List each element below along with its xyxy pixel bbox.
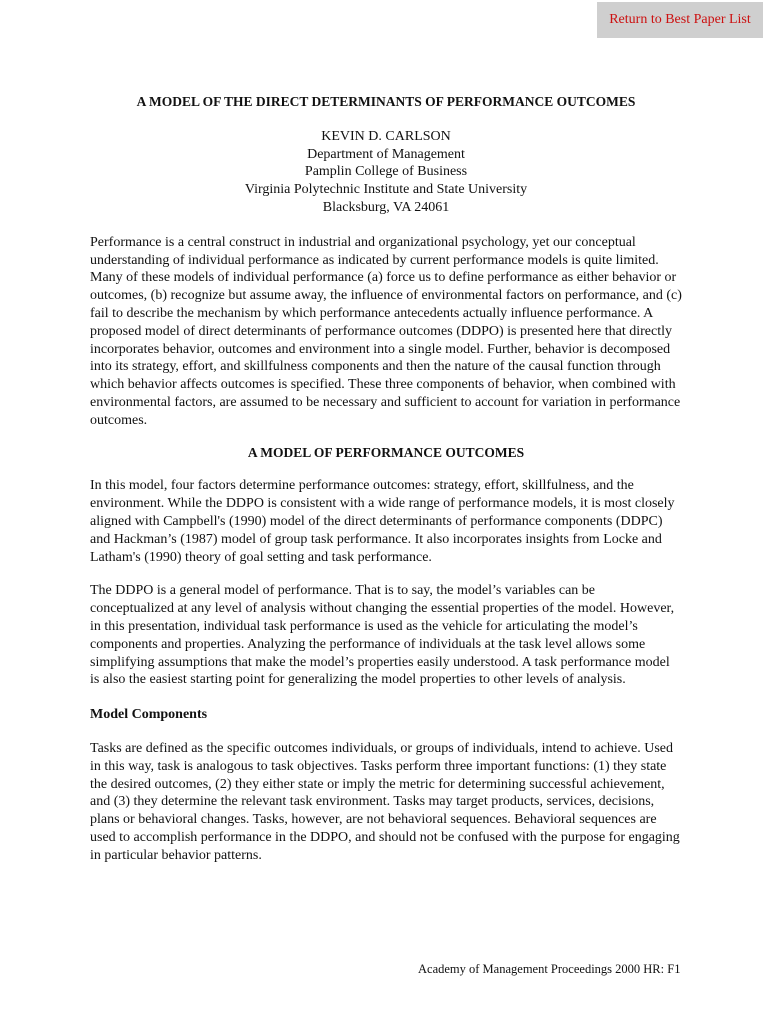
affiliation-location: Blacksburg, VA 24061	[322, 199, 450, 215]
subsection-heading: Model Components	[90, 707, 208, 723]
section-heading: A MODEL OF PERFORMANCE OUTCOMES	[247, 444, 525, 460]
abstract-paragraph: Performance is a central construct in industrial and organizational psychology, yet our conceptual understanding of individual performance as indicated by current performance models is quite limited. Many of these models of individual performance (a) force us to define performance as either behavior or outcomes, (b) recognize but assume away, the influence of environmental factors on performance, and (c) fail to describe the mechanism by which performance antecedents actually influence performance. A proposed model of direct determinants of performance outcomes (DDPO) is presented here that directly incorporates behavior, outcomes and environment into a single model. Further, behavior is decomposed into its strategy, effort, and skillfulness components and then the nature of the causal function through which behavior affects outcomes is specified. These three components of behavior, when combined with environmental factors, are assumed to be necessary and sufficient to account for variation in performance outcomes.	[90, 234, 682, 428]
affiliation-college: Pamplin College of Business	[304, 164, 468, 180]
return-to-best-paper-list-button[interactable]: Return to Best Paper List	[597, 2, 763, 38]
page-footer: Academy of Management Proceedings 2000 HR: F1	[418, 962, 681, 976]
body-paragraph: In this model, four factors determine performance outcomes: strategy, effort, skillfulness, and the environment. While the DDPO is consistent with a wide range of performance models, it is most closely aligned with Campbell's (1990) model of the direct determinants of performance components (DDPC) and Hackman’s (1987) model of group task performance. It also incorporates insights from Locke and Latham's (1990) theory of goal setting and task performance.	[90, 478, 675, 565]
body-paragraph: Tasks are defined as the specific outcomes individuals, or groups of individuals, intend to achieve. Used in this way, task is analogous to task objectives. Tasks perform three important functions: (1) they state the desired outcomes, (2) they either state or imply the metric for determining successful achievement, and (3) they determine the relevant task environment. Tasks may target products, services, decisions, plans or behavioral changes. Tasks, however, are not behavioral sequences. Behavioral sequences are used to accomplish performance in the DDPO, and should not be confused with the purpose for engaging in particular behavior patterns.	[90, 740, 680, 863]
author-block	[90, 128, 682, 217]
author-name: KEVIN D. CARLSON	[321, 128, 451, 144]
paper-page	[90, 93, 682, 864]
affiliation-department: Department of Management	[307, 146, 465, 162]
body-paragraph: The DDPO is a general model of performance. That is to say, the model’s variables can be conceptualized at any level of analysis without changing the essential properties of the model. However, in this presentation, individual task performance is used as the vehicle for articulating the model’s components and properties. Analyzing the performance of individuals at the task level allows some simplifying assumptions that make the model’s properties easily understood. A task performance model is also the easiest starting point for generalizing the model properties to other levels of analysis.	[90, 583, 675, 688]
paper-title: A MODEL OF THE DIRECT DETERMINANTS OF PERFORMANCE OUTCOMES	[136, 94, 636, 109]
affiliation-university: Virginia Polytechnic Institute and State University	[244, 182, 528, 198]
